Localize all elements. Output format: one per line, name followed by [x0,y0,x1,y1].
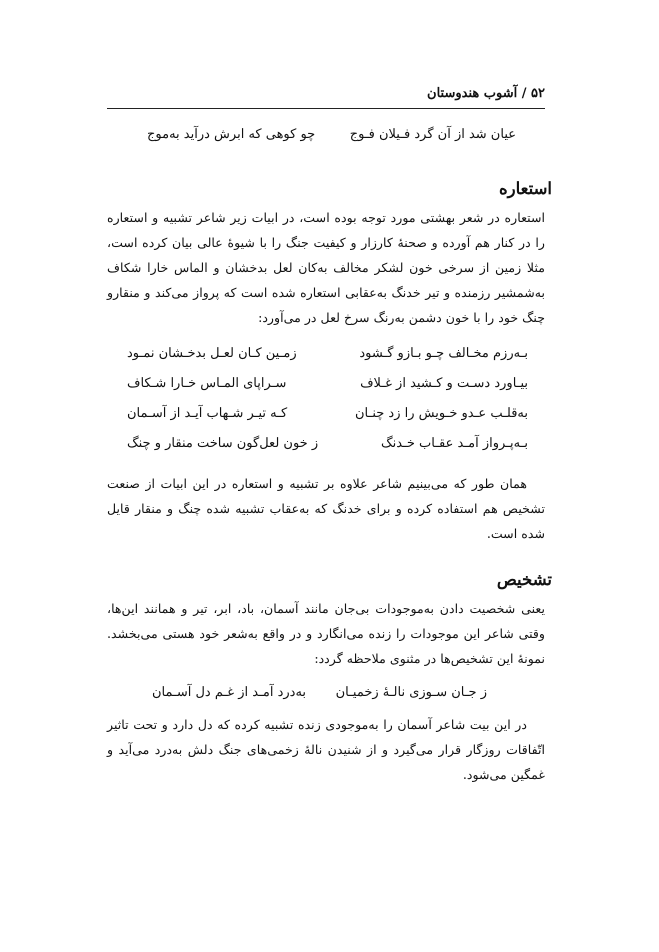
hemistich-second: سـراپای المـاس خـارا شـکاف [127,376,287,391]
hemistich-second: زمـین کـان لعـل بدخـشان نمـود [127,346,297,361]
verse-1 [127,346,528,368]
section1-paragraph: استعاره در شعر بهشتی مورد توجه بوده است، در ابیات زیر شاعر تشبیه و استعاره را در کنار هم آورده و صحنهٔ کارزار و کیفیت جنگ را با شیوهٔ عالی بیان کرده است، مثلا زمین از سرخی خون لشکر مخالف به‌کان لعل بدخشان و الماس خارا شکاف به‌شمشیر رزمنده و تیر خدنگ به‌عقابی استعاره شده است که پرواز می‌کند و منقارو چنگ خود را با خون دشمن به‌رنگ سرخ لعل در می‌آورد: [107,210,545,325]
hemistich-first: ز جـان سـوزی نالـهٔ زخمیـان [335,685,487,700]
verse-5 [152,685,487,707]
running-header [107,86,545,109]
section2-paragraph: یعنی شخصیت دادن به‌موجودات بی‌جان مانند آسمان، باد، ابر، تیر و همانند این‌ها، وقتی شاعر این موجودات را زنده می‌انگارد و در واقع به‌شعر خود هستی می‌بخشد. نمونهٔ این تشخیص‌ها در مثنوی ملاحظه گردد: [107,601,545,666]
section2-closing: در این بیت شاعر آسمان را به‌موجودی زنده تشبیه کرده که دل دارد و تحت تاثیر اتّفاقات روزگار قرار می‌گیرد و از شنیدن نالهٔ زخمی‌های جنگ دلش به‌درد می‌آید و غمگین می‌شود. [107,717,545,782]
section-heading-isteare: استعاره [499,179,552,198]
top-verse [147,127,516,149]
hemistich-first: عیان شد از آن گرد فـیلان فـوج [349,127,516,142]
hemistich-first: بـه‌رزم مخـالف چـو بـازو گـشود [359,346,528,361]
section1-closing: همان طور که می‌بینیم شاعر علاوه بر تشبیه و استعاره در این ابیات از صنعت تشخیص هم استفاده کرده و برای خدنگ که به‌عقاب تشبیه شده چنگ و منقار قایل شده است. [107,476,545,541]
hemistich-second: به‌درد آمـد از غـم دل آسـمان [152,685,307,700]
hemistich-first: بـه‌پـرواز آمـد عقـاب خـدنگ [380,436,528,451]
header-title: ۵۲ / آشوب هندوستان [427,86,545,101]
verse-4 [127,436,528,458]
section-heading-tashkhis: تشخیص [496,570,552,589]
hemistich-second: چو کوهی که ابرش درآید به‌موج [147,127,316,142]
verse-2 [127,376,528,398]
hemistich-second: ز خون لعل‌گون ساخت منقار و چنگ [127,436,319,451]
hemistich-first: بیـاورد دسـت و کـشید از غـلاف [360,376,528,391]
hemistich-second: کـه تیـر شـهاب آیـد از آسـمان [127,406,288,421]
verse-3 [127,406,528,428]
hemistich-first: به‌قلـب عـدو خـویش را زد چنـان [355,406,528,421]
